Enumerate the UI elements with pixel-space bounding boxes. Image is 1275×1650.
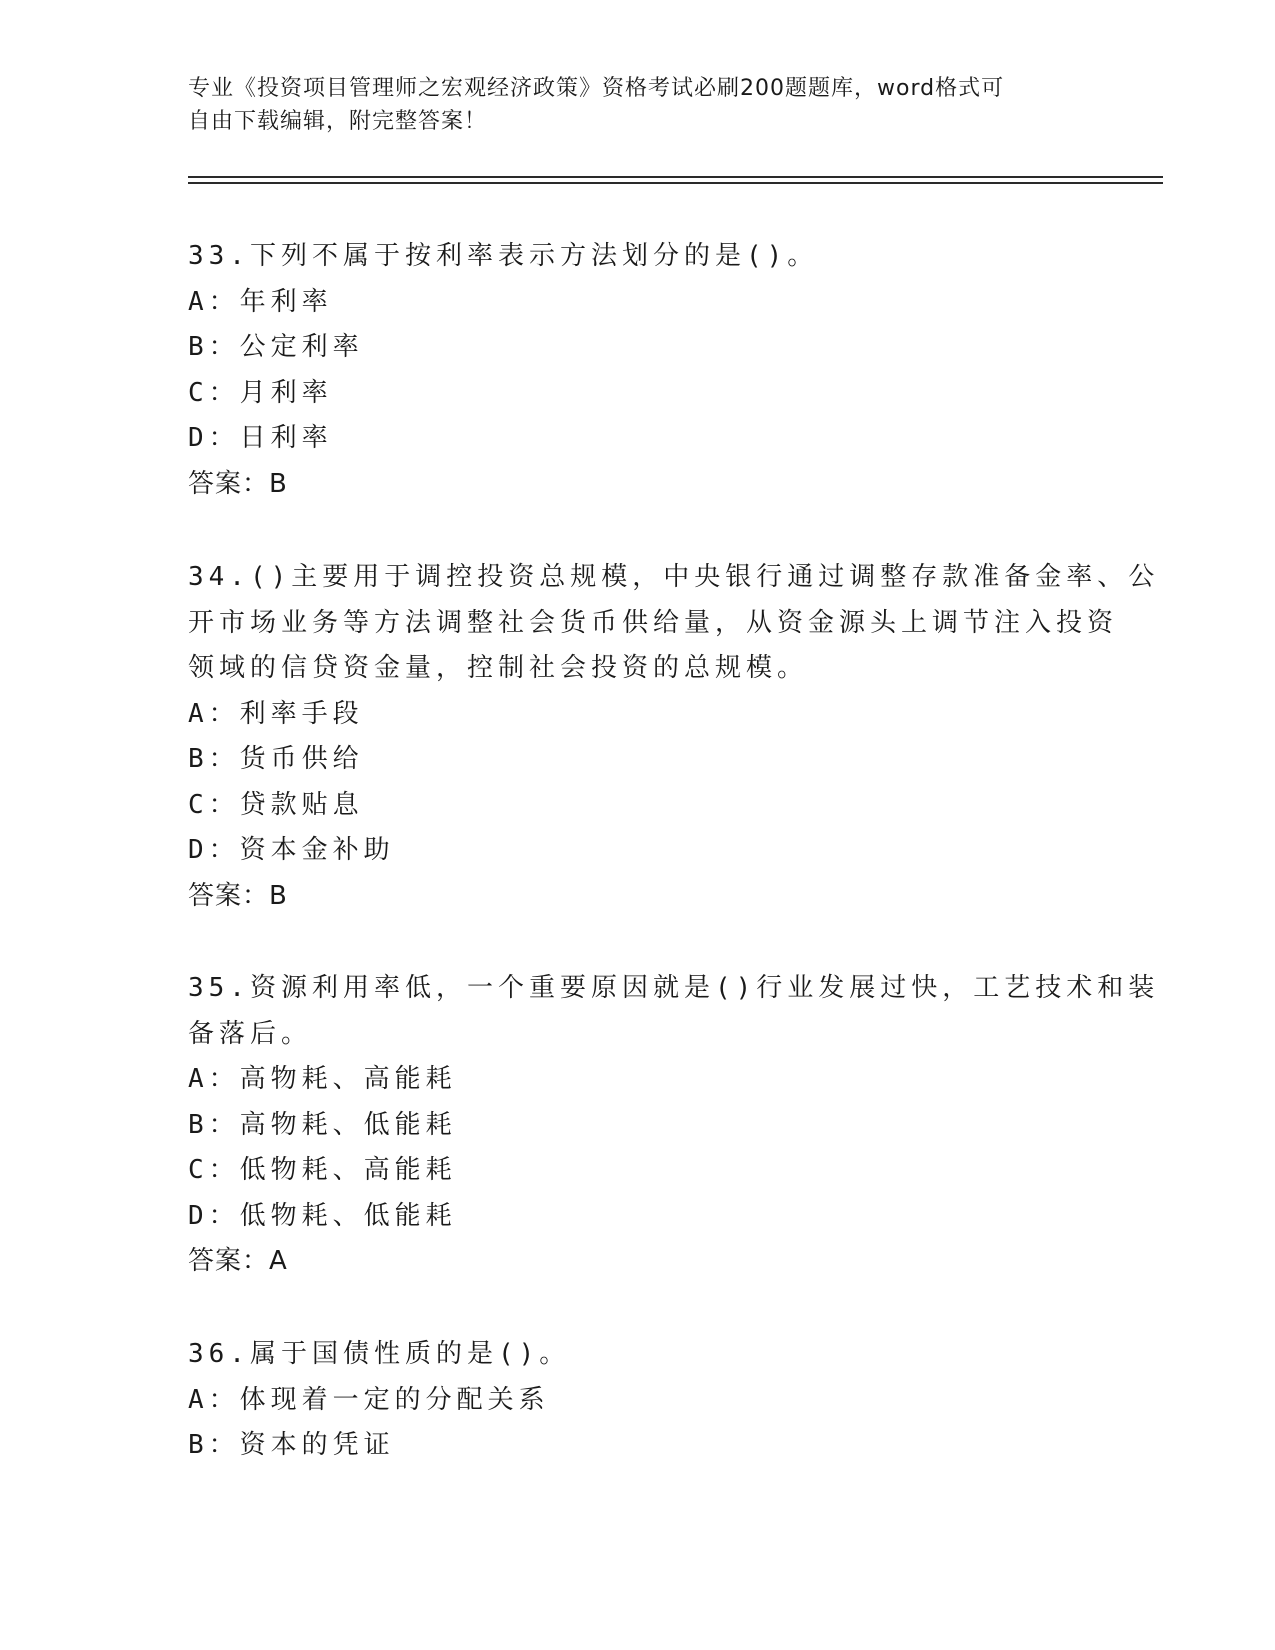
answer-line: 答案：A (188, 1246, 288, 1276)
question-stem: 36.属于国债性质的是()。 (188, 1339, 571, 1369)
option-d: D：资本金补助 (188, 835, 395, 865)
question-stem-cont: 开市场业务等方法调整社会货币供给量，从资金源头上调节注入投资 (188, 607, 1119, 638)
option-a: A：年利率 (188, 286, 333, 317)
option-b: B：货币供给 (188, 744, 364, 774)
header-divider-top (188, 176, 1163, 178)
answer-line: 答案：B (188, 468, 288, 499)
question-stem: 35.资源利用率低，一个重要原因就是()行业发展过快，工艺技术和装 (188, 973, 1160, 1003)
option-a: A：体现着一定的分配关系 (188, 1384, 550, 1415)
question-stem-cont: 领域的信贷资金量，控制社会投资的总规模。 (188, 653, 809, 683)
option-c: C：月利率 (188, 377, 333, 408)
question-35 (188, 966, 1160, 1285)
question-36 (188, 1332, 1088, 1469)
question-stem-cont: 备落后。 (188, 1018, 313, 1049)
option-b: B：公定利率 (188, 332, 364, 362)
question-stem: 34.()主要用于调控投资总规模，中央银行通过调整存款准备金率、公 (188, 562, 1160, 592)
answer-line: 答案：B (188, 880, 288, 911)
header-line-1: 专业《投资项目管理师之宏观经济政策》资格考试必刷200题题库，word格式可 (188, 76, 1005, 101)
question-stem: 33.下列不属于按利率表示方法划分的是()。 (188, 241, 819, 271)
option-b: B：资本的凭证 (188, 1430, 395, 1460)
option-d: D：日利率 (188, 423, 333, 453)
option-a: A：高物耗、高能耗 (188, 1064, 457, 1094)
option-a: A：利率手段 (188, 698, 364, 729)
header-divider-bottom (188, 182, 1163, 184)
option-b: B：高物耗、低能耗 (188, 1109, 457, 1140)
question-34 (188, 555, 1160, 919)
option-d: D：低物耗、低能耗 (188, 1200, 457, 1231)
document-header (188, 72, 1088, 138)
header-line-2: 自由下载编辑，附完整答案！ (188, 109, 488, 134)
question-33 (188, 234, 1088, 507)
option-c: C：低物耗、高能耗 (188, 1155, 457, 1185)
option-c: C：贷款贴息 (188, 789, 364, 820)
